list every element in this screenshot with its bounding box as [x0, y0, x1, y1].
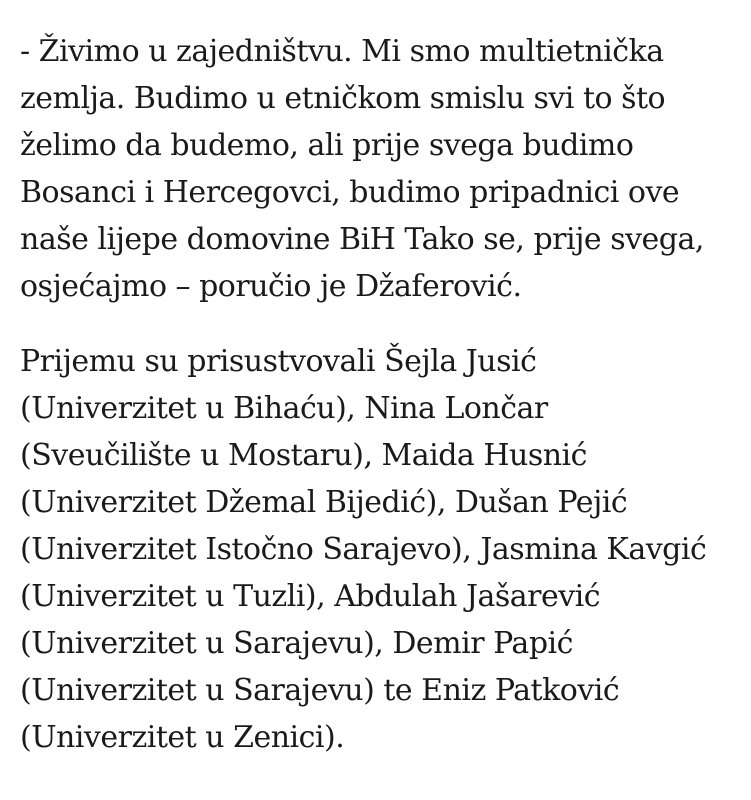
- paragraph-line: (Univerzitet u Sarajevu) te Eniz Patković: [20, 673, 620, 708]
- paragraph-line: (Univerzitet u Sarajevu), Demir Papić: [20, 626, 573, 661]
- paragraph-line: osjećajmo – poručio je Džaferović.: [20, 269, 522, 304]
- paragraph-line: (Univerzitet Istočno Sarajevo), Jasmina Kavgić: [20, 532, 707, 567]
- paragraph-line: (Univerzitet u Bihaću), Nina Lončar: [20, 391, 548, 426]
- paragraph-line: Prijemu su prisustvovali Šejla Jusić: [20, 344, 537, 379]
- paragraph-line: (Sveučilište u Mostaru), Maida Husnić: [20, 438, 587, 473]
- paragraph-line: naše lijepe domovine BiH Tako se, prije svega,: [20, 222, 704, 257]
- paragraph-line: želimo da budemo, ali prije svega budimo: [20, 128, 634, 163]
- paragraph-line: - Živimo u zajedništvu. Mi smo multietnička: [20, 34, 664, 69]
- paragraph-line: (Univerzitet Džemal Bijedić), Dušan Pejić: [20, 485, 628, 520]
- paragraph-line: (Univerzitet u Zenici).: [20, 720, 345, 755]
- paragraph-line: Bosanci i Hercegovci, budimo pripadnici ove: [20, 175, 680, 210]
- paragraph-line: zemlja. Budimo u etničkom smislu svi to što: [20, 81, 666, 116]
- paragraph-quote: [20, 28, 742, 310]
- paragraph-attendees: [20, 338, 742, 761]
- paragraph-line: (Univerzitet u Tuzli), Abdulah Jašarević: [20, 579, 601, 614]
- article-body: [20, 28, 742, 789]
